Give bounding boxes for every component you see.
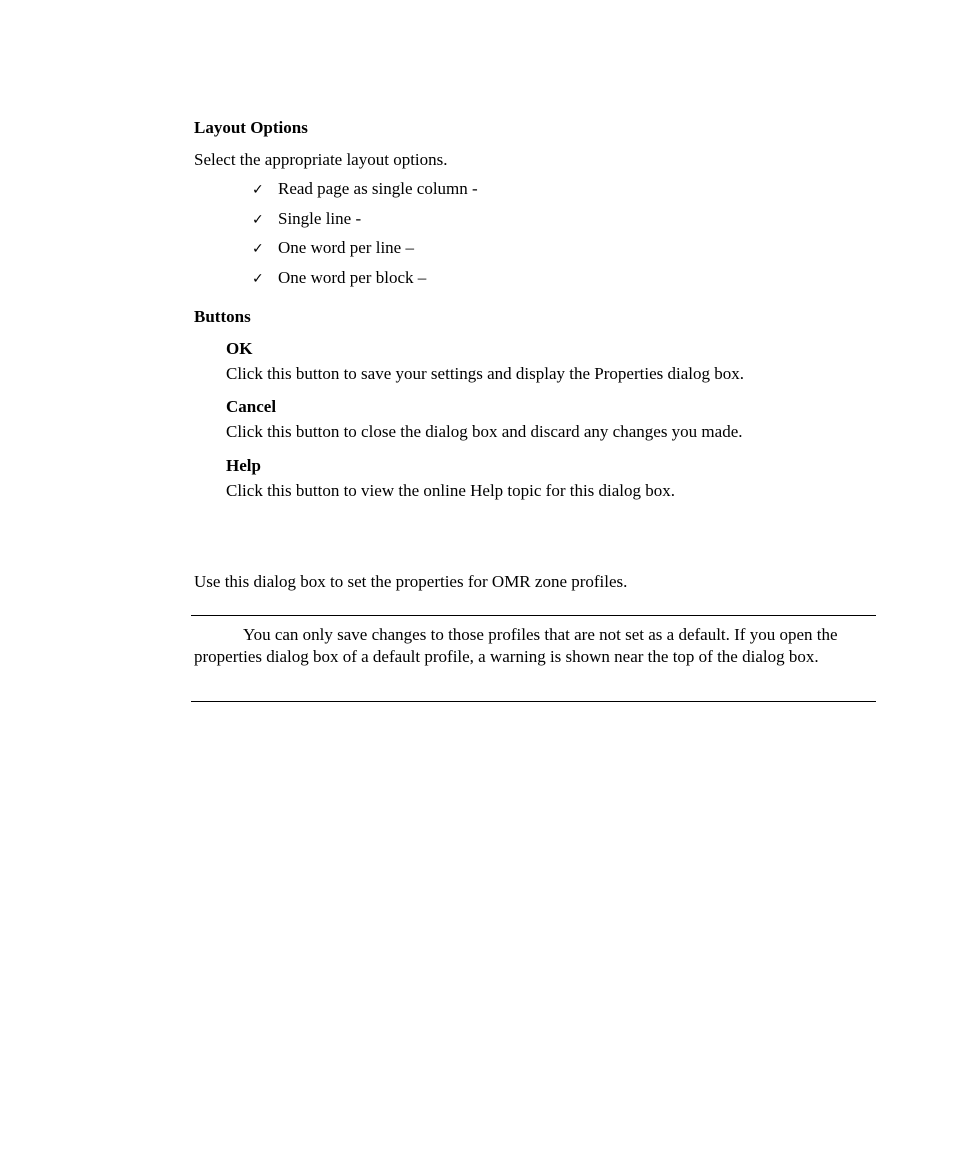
layout-options-heading: Layout Options [194,118,308,137]
help-term: Help [226,456,261,475]
list-item [252,268,426,288]
buttons-heading: Buttons [194,307,251,326]
list-item [252,209,361,229]
layout-options-intro: Select the appropriate layout options. [194,150,448,169]
omr-intro: Use this dialog box to set the properties for OMR zone profiles. [194,572,628,591]
ok-description: Click this button to save your settings and display the Properties dialog box. [226,364,744,383]
list-item-label: One word per line – [278,238,414,257]
ok-term: OK [226,339,253,358]
checkmark-icon: ✓ [252,182,264,198]
list-item-label: Single line - [278,209,362,228]
checkmark-icon: ✓ [252,271,264,287]
note-top-divider [191,615,876,616]
list-item-label: One word per block – [278,268,427,287]
list-item [252,179,478,199]
list-item [252,238,414,258]
cancel-term: Cancel [226,397,277,416]
checkmark-icon: ✓ [252,212,264,228]
list-item-label: Read page as single column - [278,179,478,198]
cancel-description: Click this button to close the dialog box and discard any changes you made. [226,422,743,441]
checkmark-icon: ✓ [252,241,264,257]
help-description: Click this button to view the online Help topic for this dialog box. [226,481,676,500]
note-bottom-divider [191,701,876,702]
note-text: You can only save changes to those profiles that are not set as a default. If you open the properties dialog box of a default profile, a warning is shown near the top of the dialog box. [194,625,838,666]
